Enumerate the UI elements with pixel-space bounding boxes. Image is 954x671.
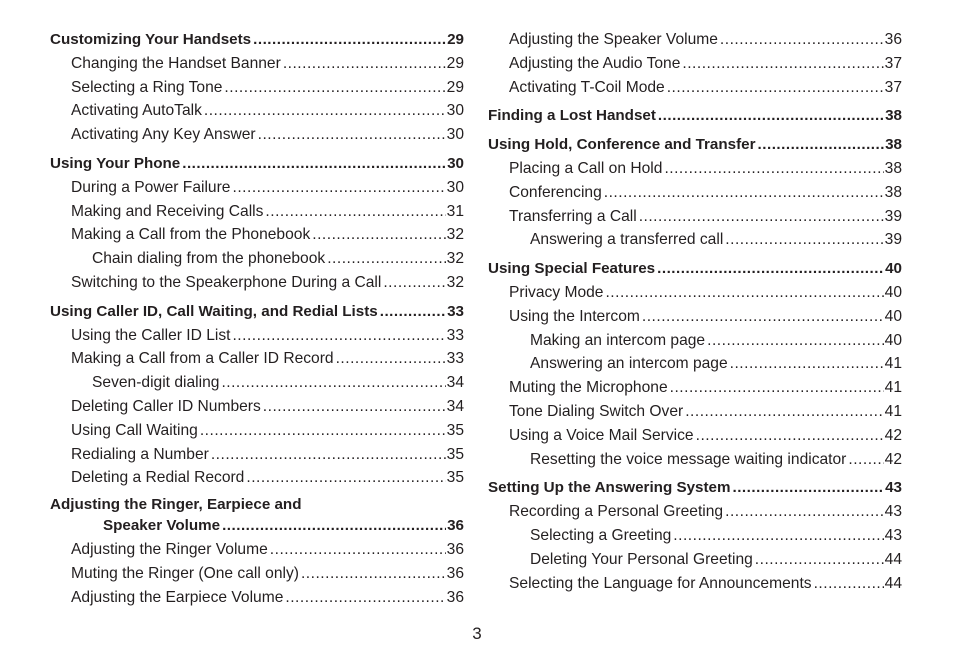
toc-entry-page: 29 bbox=[447, 31, 464, 48]
toc-entry-title: Adjusting the Audio Tone bbox=[509, 54, 681, 72]
toc-entry-title: During a Power Failure bbox=[71, 178, 231, 196]
toc-entry-page: 39 bbox=[884, 207, 902, 225]
toc-entry-title: Changing the Handset Banner bbox=[71, 54, 281, 72]
toc-entry-page: 41 bbox=[884, 379, 902, 397]
toc-dot-leader bbox=[670, 376, 884, 400]
toc-heading[interactable] bbox=[50, 28, 464, 52]
toc-dot-leader bbox=[664, 157, 883, 181]
page-number: 3 bbox=[472, 624, 482, 643]
toc-entry[interactable] bbox=[50, 271, 464, 295]
toc-entry[interactable] bbox=[488, 548, 902, 572]
toc-dot-leader bbox=[730, 352, 884, 376]
toc-entry-page: 33 bbox=[446, 326, 464, 344]
toc-entry-page: 32 bbox=[446, 273, 464, 291]
toc-heading-wrapped-line2[interactable] bbox=[50, 514, 464, 538]
toc-heading-wrapped[interactable] bbox=[50, 495, 464, 514]
toc-entry-page: 41 bbox=[884, 355, 902, 373]
toc-entry-page: 41 bbox=[884, 402, 902, 420]
toc-entry-title: Placing a Call on Hold bbox=[509, 159, 663, 177]
toc-dot-leader bbox=[642, 305, 884, 329]
toc-list-left-tail bbox=[50, 538, 464, 609]
toc-dot-leader bbox=[685, 400, 883, 424]
toc-dot-leader bbox=[224, 76, 445, 100]
toc-dot-leader bbox=[604, 181, 884, 205]
toc-entry-page: 32 bbox=[446, 226, 464, 244]
toc-dot-leader bbox=[725, 500, 884, 524]
toc-dot-leader bbox=[605, 281, 883, 305]
toc-entry-title: Using a Voice Mail Service bbox=[509, 426, 694, 444]
toc-entry[interactable] bbox=[488, 400, 902, 424]
toc-entry-title: Activating AutoTalk bbox=[71, 102, 202, 120]
toc-dot-leader bbox=[327, 247, 445, 271]
toc-entry-page: 38 bbox=[885, 107, 902, 125]
toc-entry[interactable] bbox=[50, 76, 464, 100]
toc-dot-leader bbox=[758, 133, 885, 157]
toc-entry[interactable] bbox=[50, 200, 464, 224]
toc-entry[interactable] bbox=[488, 424, 902, 448]
toc-entry-page: 32 bbox=[446, 250, 464, 268]
toc-entry[interactable] bbox=[50, 52, 464, 76]
toc-entry-page: 36 bbox=[446, 564, 464, 582]
toc-entry-page: 38 bbox=[885, 136, 902, 154]
toc-dot-leader bbox=[232, 176, 445, 200]
toc-dot-leader bbox=[221, 371, 445, 395]
toc-left-column bbox=[50, 28, 464, 609]
toc-entry[interactable] bbox=[488, 205, 902, 229]
toc-entry-title: Adjusting the Earpiece Volume bbox=[71, 588, 284, 606]
toc-dot-leader bbox=[285, 586, 445, 610]
toc-heading[interactable] bbox=[50, 300, 464, 324]
toc-entry[interactable] bbox=[488, 352, 902, 376]
toc-entry[interactable] bbox=[488, 28, 902, 52]
toc-entry-page: 38 bbox=[884, 183, 902, 201]
toc-entry-title: Recording a Personal Greeting bbox=[509, 503, 724, 521]
toc-entry[interactable] bbox=[488, 448, 902, 472]
toc-entry-title: Seven-digit dialing bbox=[92, 374, 220, 392]
toc-entry-title: Privacy Mode bbox=[509, 283, 604, 301]
toc-entry-page: 35 bbox=[446, 469, 464, 487]
toc-entry-title: Making a Call from the Phonebook bbox=[71, 226, 311, 244]
toc-entry-title: Using the Caller ID List bbox=[71, 326, 231, 344]
toc-dot-leader bbox=[682, 52, 883, 76]
toc-dot-leader bbox=[667, 76, 884, 100]
toc-dot-leader bbox=[312, 223, 445, 247]
toc-entry[interactable] bbox=[488, 305, 902, 329]
toc-entry[interactable] bbox=[50, 247, 464, 271]
toc-entry-page: 35 bbox=[446, 421, 464, 439]
toc-entry-title: Activating Any Key Answer bbox=[71, 126, 256, 144]
toc-entry-page: 30 bbox=[446, 102, 464, 120]
toc-entry-title: Tone Dialing Switch Over bbox=[509, 402, 684, 420]
toc-entry-page: 44 bbox=[884, 550, 902, 568]
toc-dot-leader bbox=[301, 562, 446, 586]
toc-dot-leader bbox=[253, 28, 446, 52]
toc-entry-page: 30 bbox=[446, 178, 464, 196]
toc-entry-title: Using Caller ID, Call Waiting, and Redial Lists bbox=[50, 302, 378, 320]
toc-entry-page: 29 bbox=[446, 78, 464, 96]
toc-dot-leader bbox=[673, 524, 883, 548]
toc-entry-title: Making and Receiving Calls bbox=[71, 202, 264, 220]
toc-entry-title: Chain dialing from the phonebook bbox=[92, 250, 326, 268]
toc-dot-leader bbox=[263, 395, 446, 419]
toc-list-left bbox=[50, 28, 464, 490]
toc-entry-title: Using Call Waiting bbox=[71, 421, 198, 439]
toc-entry-page: 37 bbox=[884, 78, 902, 96]
toc-dot-leader bbox=[707, 329, 884, 353]
toc-entry-title: Customizing Your Handsets bbox=[50, 31, 252, 48]
toc-dot-leader bbox=[383, 271, 445, 295]
toc-dot-leader bbox=[182, 152, 446, 176]
toc-dot-leader bbox=[336, 347, 446, 371]
toc-entry-title: Muting the Ringer (One call only) bbox=[71, 564, 299, 582]
toc-entry[interactable] bbox=[50, 324, 464, 348]
toc-entry[interactable] bbox=[488, 228, 902, 252]
toc-heading[interactable] bbox=[50, 152, 464, 176]
toc-entry-page: 36 bbox=[884, 31, 902, 48]
toc-dot-leader bbox=[211, 443, 446, 467]
toc-entry[interactable] bbox=[50, 443, 464, 467]
toc-dot-leader bbox=[732, 476, 884, 500]
toc-entry[interactable] bbox=[50, 176, 464, 200]
toc-entry-title: Transferring a Call bbox=[509, 207, 637, 225]
toc-dot-leader bbox=[200, 419, 446, 443]
toc-entry-title: Deleting Your Personal Greeting bbox=[530, 550, 753, 568]
toc-heading[interactable] bbox=[488, 257, 902, 281]
toc-entry-title: Using Hold, Conference and Transfer bbox=[488, 136, 756, 154]
toc-entry[interactable] bbox=[488, 157, 902, 181]
toc-dot-leader bbox=[639, 205, 884, 229]
toc-entry-page: 31 bbox=[446, 202, 464, 220]
toc-entry-title: Selecting the Language for Announcements bbox=[509, 574, 812, 592]
toc-entry[interactable] bbox=[50, 395, 464, 419]
toc-entry[interactable] bbox=[488, 329, 902, 353]
toc-entry-title: Setting Up the Answering System bbox=[488, 479, 731, 497]
toc-entry-title: Using Your Phone bbox=[50, 154, 181, 172]
toc-dot-leader bbox=[222, 514, 446, 538]
toc-entry[interactable] bbox=[50, 419, 464, 443]
toc-dot-leader bbox=[696, 424, 884, 448]
toc-entry-title: Making an intercom page bbox=[530, 331, 706, 349]
toc-entry-title: Selecting a Greeting bbox=[530, 526, 672, 544]
toc-entry-page: 40 bbox=[885, 260, 902, 278]
toc-dot-leader bbox=[246, 466, 445, 490]
toc-entry-title: Muting the Microphone bbox=[509, 379, 668, 397]
toc-entry-title: Deleting a Redial Record bbox=[71, 469, 245, 487]
toc-dot-leader bbox=[755, 548, 884, 572]
toc-entry-title: Making a Call from a Caller ID Record bbox=[71, 350, 334, 368]
toc-entry[interactable] bbox=[488, 52, 902, 76]
toc-entry-title: Using the Intercom bbox=[509, 307, 640, 325]
toc-dot-leader bbox=[232, 324, 445, 348]
toc-entry-page: 35 bbox=[446, 445, 464, 463]
toc-dot-leader bbox=[258, 123, 446, 147]
toc-entry[interactable] bbox=[488, 181, 902, 205]
toc-entry-title: Redialing a Number bbox=[71, 445, 209, 463]
toc-dot-leader bbox=[283, 52, 446, 76]
toc-dot-leader bbox=[725, 228, 883, 252]
toc-entry-title: Finding a Lost Handset bbox=[488, 107, 656, 125]
toc-entry-page: 36 bbox=[447, 517, 464, 535]
toc-entry-page: 36 bbox=[446, 540, 464, 558]
toc-entry-title: Answering an intercom page bbox=[530, 355, 728, 373]
toc-entry[interactable] bbox=[488, 524, 902, 548]
toc-entry-title: Answering a transferred call bbox=[530, 231, 724, 249]
toc-entry-page: 43 bbox=[884, 503, 902, 521]
toc-entry-title: Conferencing bbox=[509, 183, 602, 201]
toc-entry[interactable] bbox=[488, 281, 902, 305]
toc-entry[interactable] bbox=[488, 500, 902, 524]
toc-entry-page: 34 bbox=[446, 397, 464, 415]
toc-entry[interactable] bbox=[488, 76, 902, 100]
toc-entry[interactable] bbox=[50, 123, 464, 147]
toc-entry-title: Resetting the voice message waiting indicator bbox=[530, 450, 847, 468]
toc-entry-page: 44 bbox=[884, 574, 902, 592]
toc-entry-page: 29 bbox=[446, 54, 464, 72]
toc-dot-leader bbox=[204, 99, 446, 123]
toc-entry-page: 34 bbox=[446, 374, 464, 392]
toc-entry[interactable] bbox=[50, 223, 464, 247]
toc-list-right bbox=[488, 28, 902, 595]
toc-entry-page: 36 bbox=[446, 588, 464, 606]
toc-entry-title: Adjusting the Speaker Volume bbox=[509, 31, 718, 48]
toc-dot-leader bbox=[658, 104, 884, 128]
toc-heading-line1: Adjusting the Ringer, Earpiece and bbox=[50, 496, 302, 514]
toc-entry-page: 30 bbox=[447, 154, 464, 172]
toc-heading[interactable] bbox=[488, 133, 902, 157]
toc-entry-page: 42 bbox=[884, 426, 902, 444]
toc-entry-title: Speaker Volume bbox=[103, 517, 221, 535]
toc-dot-leader bbox=[380, 300, 446, 324]
toc-entry-page: 33 bbox=[447, 302, 464, 320]
toc-entry[interactable] bbox=[50, 538, 464, 562]
toc-entry-page: 40 bbox=[884, 331, 902, 349]
toc-entry-page: 42 bbox=[884, 450, 902, 468]
toc-entry[interactable] bbox=[50, 562, 464, 586]
toc-entry[interactable] bbox=[50, 371, 464, 395]
toc-entry-page: 40 bbox=[884, 283, 902, 301]
toc-entry-page: 38 bbox=[884, 159, 902, 177]
toc-entry-page: 43 bbox=[885, 479, 902, 497]
toc-entry-title: Switching to the Speakerphone During a Call bbox=[71, 273, 382, 291]
toc-right-column bbox=[488, 28, 902, 595]
toc-entry-title: Deleting Caller ID Numbers bbox=[71, 397, 261, 415]
toc-entry-title: Using Special Features bbox=[488, 260, 656, 278]
toc-entry-title: Selecting a Ring Tone bbox=[71, 78, 223, 96]
toc-dot-leader bbox=[657, 257, 884, 281]
toc-entry[interactable] bbox=[488, 572, 902, 596]
toc-heading[interactable] bbox=[488, 104, 902, 128]
toc-entry-page: 37 bbox=[884, 54, 902, 72]
toc-entry-title: Adjusting the Ringer Volume bbox=[71, 540, 268, 558]
toc-entry-page: 39 bbox=[884, 231, 902, 249]
toc-entry[interactable] bbox=[488, 376, 902, 400]
toc-entry[interactable] bbox=[50, 586, 464, 610]
toc-dot-leader bbox=[270, 538, 446, 562]
toc-entry-page: 33 bbox=[446, 350, 464, 368]
toc-entry-page: 40 bbox=[884, 307, 902, 325]
toc-dot-leader bbox=[720, 28, 884, 52]
toc-entry-title: Activating T-Coil Mode bbox=[509, 78, 665, 96]
toc-entry[interactable] bbox=[50, 347, 464, 371]
toc-heading[interactable] bbox=[488, 476, 902, 500]
toc-entry[interactable] bbox=[50, 99, 464, 123]
toc-dot-leader bbox=[265, 200, 445, 224]
toc-entry-page: 43 bbox=[884, 526, 902, 544]
toc-entry[interactable] bbox=[50, 466, 464, 490]
toc-dot-leader bbox=[814, 572, 884, 596]
toc-entry-page: 30 bbox=[446, 126, 464, 144]
toc-dot-leader bbox=[848, 448, 883, 472]
